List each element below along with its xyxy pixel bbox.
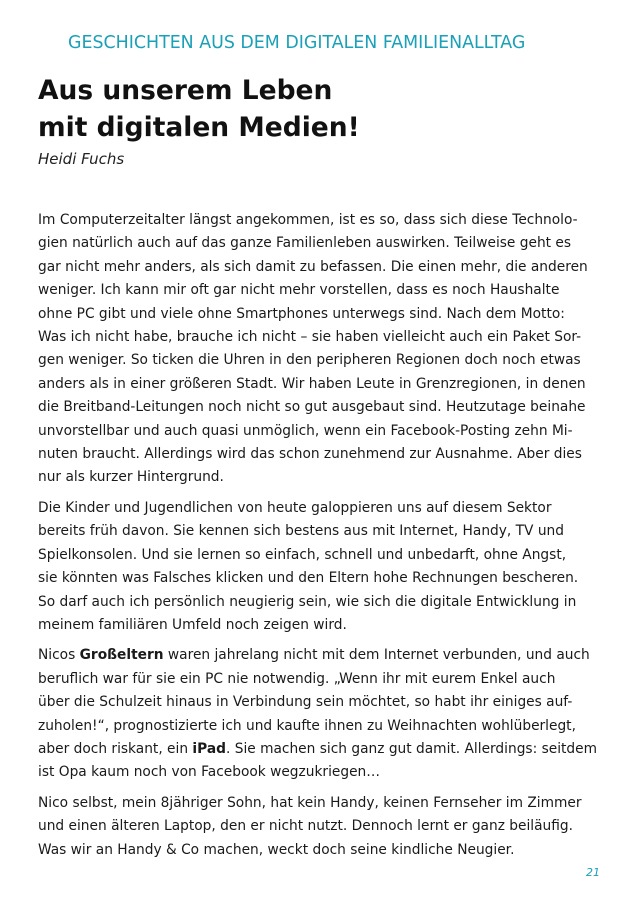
article-title <box>38 72 360 146</box>
bold-term-grosseltern: Großeltern <box>79 647 164 664</box>
text-line: unvorstellbar und auch quasi unmöglich, wenn ein Facebook-Posting zehn Mi- <box>38 422 573 439</box>
paragraph-1 <box>38 209 618 490</box>
article-body <box>38 209 618 869</box>
text-line: zuholen!“, prognostizierte ich und kaufte ihnen zu Weihnachten wohlüberlegt, <box>38 717 576 734</box>
text-line <box>38 738 618 761</box>
text-line: nur als kurzer Hintergrund. <box>38 469 224 486</box>
text-line: Die Kinder und Jugendlichen von heute galoppieren uns auf diesem Sektor <box>38 499 552 516</box>
text-run: . Sie machen sich ganz gut damit. Allerdings: seitdem <box>225 740 598 757</box>
text-line: ist Opa kaum noch von Facebook wegzukriegen… <box>38 764 381 781</box>
author-name: Heidi Fuchs <box>38 150 125 168</box>
text-line: So darf auch ich persönlich neugierig sein, wie sich die digitale Entwicklung in <box>38 593 577 610</box>
article-title-line-1: Aus unserem Leben <box>38 75 333 106</box>
text-line: und einen älteren Laptop, den er nicht nutzt. Dennoch lernt er ganz beiläufig. <box>38 818 574 835</box>
text-run: aber doch riskant, ein <box>38 740 193 757</box>
text-line: nuten braucht. Allerdings wird das schon zunehmend zur Ausnahme. Aber dies <box>38 446 582 463</box>
paragraph-3 <box>38 644 618 784</box>
text-line: ohne PC gibt und viele ohne Smartphones unterwegs sind. Nach dem Motto: <box>38 305 565 322</box>
text-line: beruflich war für sie ein PC nie notwendig. „Wenn ihr mit eurem Enkel auch <box>38 670 556 687</box>
page-number: 21 <box>586 866 600 879</box>
text-line: gen weniger. So ticken die Uhren in den peripheren Regionen doch noch etwas <box>38 352 581 369</box>
text-line: die Breitband-Leitungen noch nicht so gut ausgebaut sind. Heutzutage beinahe <box>38 399 586 416</box>
paragraph-4 <box>38 792 618 862</box>
text-line: Was wir an Handy & Co machen, weckt doch seine kindliche Neugier. <box>38 841 515 858</box>
text-line: Im Computerzeitalter längst angekommen, ist es so, dass sich diese Technolo- <box>38 212 578 228</box>
text-line <box>38 644 618 667</box>
text-line: gar nicht mehr anders, als sich damit zu befassen. Die einen mehr, die anderen <box>38 258 588 275</box>
text-line: meinem familiären Umfeld noch zeigen wird. <box>38 616 347 633</box>
text-line: Nico selbst, mein 8jähriger Sohn, hat kein Handy, keinen Fernseher im Zimmer <box>38 794 582 811</box>
text-line: weniger. Ich kann mir oft gar nicht mehr vorstellen, dass es noch Haushalte <box>38 282 560 299</box>
text-line: sie könnten was Falsches klicken und den Eltern hohe Rechnungen bescheren. <box>38 570 579 587</box>
paragraph-2 <box>38 497 618 637</box>
text-line: anders als in einer größeren Stadt. Wir haben Leute in Grenzregionen, in denen <box>38 375 586 392</box>
section-kicker: GESCHICHTEN AUS DEM DIGITALEN FAMILIENALLTAG <box>68 33 526 53</box>
text-line: gien natürlich auch auf das ganze Familienleben auswirken. Teilweise geht es <box>38 235 572 252</box>
text-line: bereits früh davon. Sie kennen sich bestens aus mit Internet, Handy, TV und <box>38 523 564 540</box>
text-line: Spielkonsolen. Und sie lernen so einfach, schnell und unbedarft, ohne Angst, <box>38 546 567 563</box>
text-line: Was ich nicht habe, brauche ich nicht – sie haben vielleicht auch ein Paket Sor- <box>38 329 582 346</box>
text-run: waren jahrelang nicht mit dem Internet verbunden, und auch <box>163 647 590 664</box>
bold-term-ipad: iPad <box>192 740 226 757</box>
text-line: über die Schulzeit hinaus in Verbindung sein möchtet, so habt ihr einiges auf- <box>38 694 573 711</box>
article-title-line-2: mit digitalen Medien! <box>38 112 360 143</box>
text-run: Nicos <box>38 647 80 664</box>
